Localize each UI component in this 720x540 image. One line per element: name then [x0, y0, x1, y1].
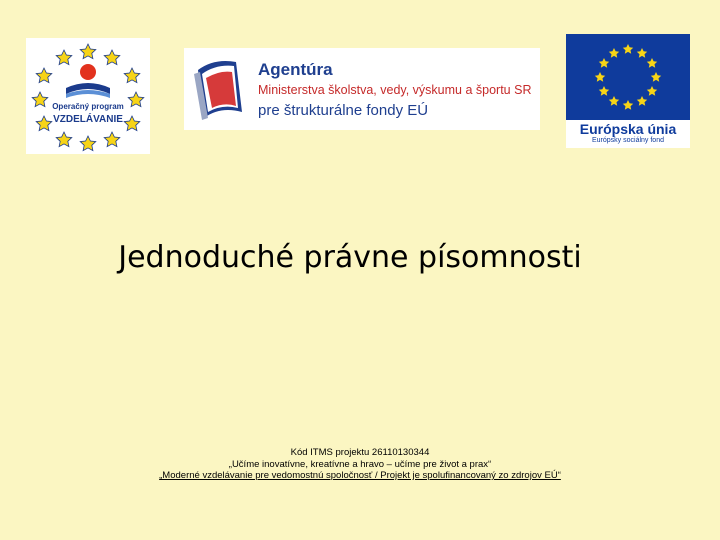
itms-code: Kód ITMS projektu 26110130344: [290, 447, 430, 458]
project-statement: „Moderné vzdelávanie pre vedomostnú spoločnosť / Projekt je spolufinancovaný zo zdrojov EÚ“: [159, 470, 561, 481]
slide-footer: [0, 447, 720, 482]
book-emblem-icon: [184, 48, 254, 130]
eu-logo: [566, 34, 690, 148]
motto: „Učíme inovatívne, kreatívne a hravo – učíme pre život a prax“: [228, 458, 492, 470]
operational-program-logo: [26, 38, 150, 154]
slide-title: Jednoduché právne písomnosti: [118, 240, 582, 275]
agency-title: Agentúra: [258, 60, 333, 79]
star-ring-icon: [26, 38, 150, 154]
eu-flag-icon: [566, 34, 690, 120]
agency-ministry-line: Ministerstva školstva, vedy, výskumu a športu SR: [258, 83, 532, 97]
eu-caption: [566, 120, 690, 148]
op-logo-line2: VZDELÁVANIE: [53, 114, 123, 125]
agency-logo: [184, 48, 540, 130]
eu-name: Európska únia: [579, 121, 677, 137]
agency-funds-line: pre štrukturálne fondy EÚ: [258, 102, 429, 119]
eu-fund: Európsky sociálny fond: [592, 137, 664, 144]
op-logo-line1: Operačný program: [52, 102, 124, 111]
eu-stars-icon: [566, 34, 690, 120]
